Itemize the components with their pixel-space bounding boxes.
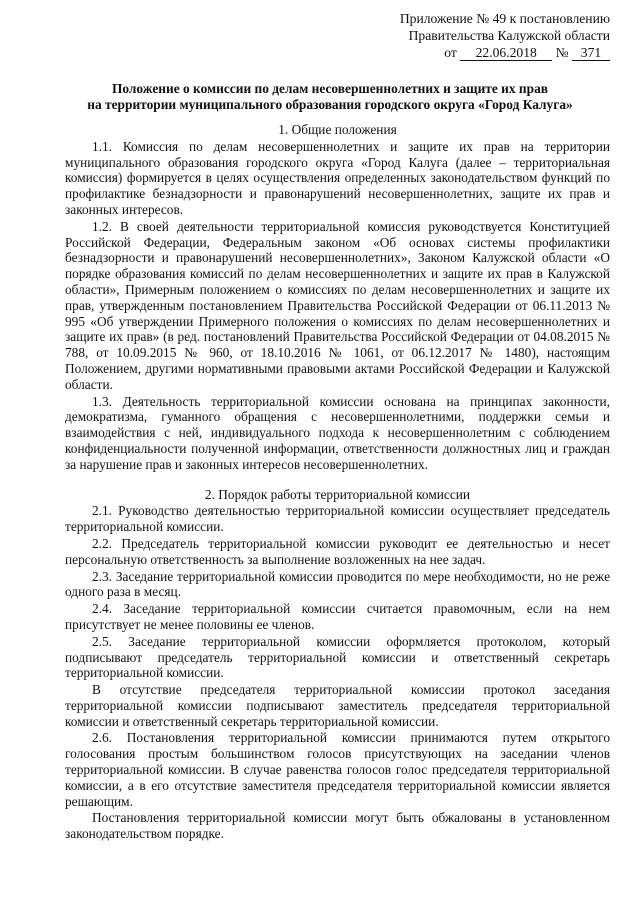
paragraph-2-4: 2.4. Заседание территориальной комиссии считается правомочным, если на нем присутствует не менее половины ее членов. (65, 601, 610, 632)
paragraph-2-2: 2.2. Председатель территориальной комиссии руководит ее деятельностью и несет персональную ответственность за выполнение возложенных на нее задач. (65, 535, 610, 567)
paragraph-2-6: 2.6. Постановления территориальной комиссии принимаются путем открытого голосования простым большинством голосов присутствующих на заседании членов территориальной комиссии. В случае равенства голосов голос председателя территориальной комиссии, а в его отсутствие заместителя председателя территориальной комиссии является решающим. (65, 730, 610, 809)
paragraph-2-6-continued: Постановления территориальной комиссии могут быть обжалованы в установленном законодательством порядке. (65, 810, 610, 842)
paragraph-1-3: 1.3. Деятельность территориальной комиссии основана на принципах законности, демократизма, гуманного обращения с несовершеннолетними, поддержки семьи и взаимодействия с ней, индивидуального подхода к несовершеннолетним с соблюдением конфиденциальности полученной информации, ответственности должностных лиц и граждан за нарушение прав и законных интересов несовершеннолетних. (65, 393, 610, 472)
appendix-line-1: Приложение № 49 к постановлению (399, 11, 610, 26)
paragraph-2-3: 2.3. Заседание территориальной комиссии проводится по мере необходимости, но не реже одного раза в месяц. (65, 568, 610, 600)
paragraph-2-5-continued: В отсутствие председателя территориальной комиссии протокол заседания территориальной комиссии подписывают заместитель председателя территориальной комиссии и ответственный секретарь территориальной комиссии. (65, 682, 610, 729)
number-label: № (555, 45, 569, 60)
paragraph-2-5: 2.5. Заседание территориальной комиссии оформляется протоколом, который подписывают председатель территориальной комиссии и ответственный секретарь территориальной комиссии. (65, 633, 610, 681)
paragraph-2-1: 2.1. Руководство деятельностью территориальной комиссии осуществляет председатель территориальной комиссии. (65, 503, 610, 535)
document-body (65, 122, 610, 842)
decree-number: 371 (572, 46, 610, 61)
document-title (60, 81, 600, 113)
decree-date: 22.06.2018 (460, 46, 552, 61)
appendix-date-number-row (310, 44, 610, 61)
from-label: от (444, 45, 457, 60)
section-heading-procedure: 2. Порядок работы территориальной комиссии (204, 486, 471, 502)
title-line-1: Положение о комиссии по делам несовершеннолетних и защите их прав (111, 81, 548, 96)
paragraph-1-2: 1.2. В своей деятельности территориальной комиссия руководствуется Конституцией Российской Федерации, Федеральным законом «Об основах системы профилактики безнадзорности и правонарушений несовершеннолетних», Законом Калужской области «О порядке образования комиссий по делам несовершеннолетних и защите их прав в Калужской области», Примерным положением о комиссиях по делам несовершеннолетних и защите их прав, утвержденным постановлением Правительства Российской Федерации от 06.11.2013 № 995 «Об утверждении Примерного положения о комиссиях по делам несовершеннолетних и защите их прав» (в ред. постановлений Правительства Российской Федерации от 04.08.2015 № 788, от 10.09.2015 № 960, от 18.10.2016 № 1061, от 06.12.2017 № 1480), настоящим Положением, другими нормативными правовыми актами Российской Федерации и Калужской области. (65, 218, 610, 392)
section-heading-general: 1. Общие положения (278, 122, 397, 137)
appendix-header (310, 10, 610, 61)
appendix-line-2: Правительства Калужской области (408, 28, 610, 43)
title-line-2: на территории муниципального образования городского округа «Город Калуга» (87, 97, 573, 112)
paragraph-1-1: 1.1. Комиссия по делам несовершеннолетних и защите их прав на территории муниципального образования городского округа «Город Калуга (далее – территориальная комиссия) формируется в целях осуществления определенных законодательством функций по профилактике безнадзорности и правонарушений несовершеннолетних, защите их прав и законных интересов. (65, 138, 610, 217)
